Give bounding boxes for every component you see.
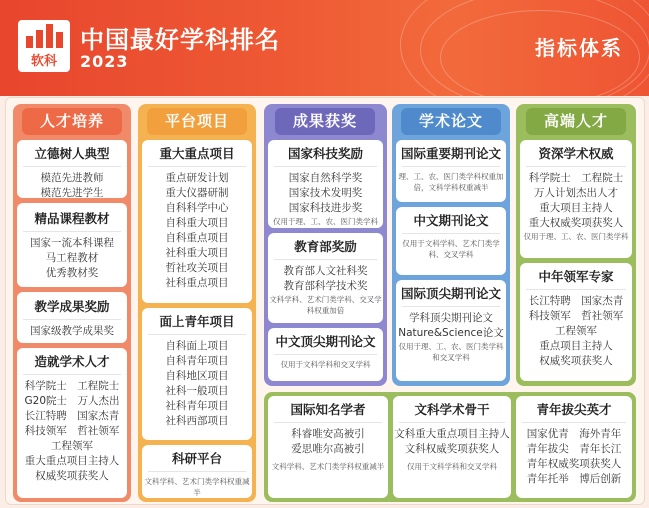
card-title: 国际知名学者 bbox=[290, 402, 366, 417]
page-year: 2023 bbox=[80, 52, 129, 71]
card-line: 青年托举 博后创新 bbox=[526, 473, 622, 485]
logo-bar-icon bbox=[26, 36, 33, 48]
divider bbox=[274, 259, 377, 260]
card-line: 文科权威奖项获奖人 bbox=[404, 443, 500, 455]
card-line: G20院士 万人杰出 bbox=[24, 395, 120, 407]
card-line: Nature&Science论文 bbox=[398, 327, 504, 339]
card-title: 教育部奖励 bbox=[294, 239, 357, 254]
card-line: 自科面上项目 bbox=[165, 340, 229, 352]
card-line: 社科青年项目 bbox=[165, 400, 229, 412]
card-research-platform bbox=[142, 445, 252, 498]
card-line: 重大权威奖项获奖人 bbox=[528, 217, 624, 229]
card-line: 模范先进教师 bbox=[40, 172, 104, 184]
card-title: 立德树人典型 bbox=[34, 146, 110, 161]
card-note: 文科学科、艺术门类学科权重减半 bbox=[144, 477, 250, 497]
divider bbox=[148, 471, 246, 472]
card-title: 文科学术骨干 bbox=[414, 402, 490, 417]
divider bbox=[23, 374, 121, 375]
card-intl-top-journal bbox=[396, 280, 506, 381]
card-line: 学科顶尖期刊论文 bbox=[409, 312, 493, 324]
card-note: 仅用于理、工、农、医门类学科 bbox=[273, 217, 378, 226]
card-line: 重点研发计划 bbox=[165, 172, 229, 184]
card-general-youth-projects bbox=[142, 308, 252, 440]
card-major-projects bbox=[142, 140, 252, 303]
card-line: 长江特聘 国家杰青 bbox=[528, 295, 624, 307]
card-line: 重点项目主持人 bbox=[539, 340, 613, 352]
card-line: 国家自然科学奖 bbox=[288, 172, 363, 184]
card-line: 国家优青 海外青年 bbox=[526, 428, 622, 440]
card-intl-scholars bbox=[268, 396, 388, 498]
divider bbox=[402, 233, 500, 234]
card-title: 资深学术权威 bbox=[538, 146, 614, 161]
tab-high-end-talent: 高端人才 bbox=[526, 108, 626, 135]
card-line: 工程领军 bbox=[555, 325, 597, 337]
card-line: 自科重点项目 bbox=[165, 232, 229, 244]
tab-achievements: 成果获奖 bbox=[275, 108, 375, 135]
card-line: 社科一般项目 bbox=[165, 385, 229, 397]
card-midcareer-experts bbox=[520, 263, 632, 381]
tab-papers: 学术论文 bbox=[401, 108, 501, 135]
card-line: 科学院士 工程院士 bbox=[24, 380, 120, 392]
divider bbox=[526, 289, 626, 290]
card-line: 社科西部项目 bbox=[165, 415, 229, 427]
card-title: 科研平台 bbox=[171, 451, 222, 466]
card-title: 国际顶尖期刊论文 bbox=[400, 286, 501, 301]
card-line: 国家技术发明奖 bbox=[288, 187, 363, 199]
card-title: 造就学术人才 bbox=[34, 354, 110, 369]
card-note: 仅用于文科学科、艺术门类学科、交叉学科 bbox=[402, 239, 500, 259]
card-line: 爱思唯尔高被引 bbox=[291, 443, 365, 455]
divider bbox=[402, 166, 500, 167]
card-title: 青年拔尖英才 bbox=[536, 402, 612, 417]
card-intl-key-journal bbox=[396, 140, 506, 202]
card-note: 仅用于理、工、农、医门类学科 bbox=[523, 232, 629, 241]
logo-bar-icon bbox=[46, 24, 53, 48]
card-teaching-awards bbox=[17, 292, 127, 343]
card-senior-authority bbox=[520, 140, 632, 258]
logo-text: 软科 bbox=[30, 54, 57, 69]
card-line: 科学院士 工程院士 bbox=[528, 172, 624, 184]
card-note: 文科学科、艺术门类学科权重减半 bbox=[271, 462, 385, 471]
card-note: 仅用于文科学科和交叉学科 bbox=[407, 462, 497, 471]
tab-platform-projects: 平台项目 bbox=[147, 108, 247, 135]
card-title: 重大重点项目 bbox=[159, 146, 235, 161]
card-humanities-backbone bbox=[393, 396, 511, 498]
card-title: 教学成果奖励 bbox=[34, 299, 110, 314]
divider bbox=[274, 354, 377, 355]
card-note: 仅用于理、工、农、医门类学科和交叉学科 bbox=[398, 342, 504, 362]
divider bbox=[23, 231, 121, 232]
page-header bbox=[0, 0, 649, 96]
divider bbox=[148, 334, 246, 335]
card-quality-courses bbox=[17, 203, 127, 287]
divider bbox=[148, 166, 246, 167]
divider bbox=[274, 166, 377, 167]
card-line: 模范先进学生 bbox=[40, 187, 104, 199]
card-line: 教育部科学技术奖 bbox=[283, 280, 368, 292]
card-young-talent bbox=[516, 396, 632, 498]
card-title: 面上青年项目 bbox=[159, 314, 235, 329]
card-line: 万人计划杰出人才 bbox=[534, 187, 618, 199]
card-line: 优秀教材奖 bbox=[45, 267, 99, 279]
card-line: 工程领军 bbox=[51, 440, 93, 452]
card-line: 哲社攻关项目 bbox=[165, 262, 229, 274]
card-line: 权威奖项获奖人 bbox=[35, 470, 109, 482]
card-line: 青年权威奖项获奖人 bbox=[526, 458, 622, 470]
card-title: 国际重要期刊论文 bbox=[400, 146, 501, 161]
card-line: 国家科技进步奖 bbox=[288, 202, 363, 214]
card-line: 国家一流本科课程 bbox=[30, 237, 114, 249]
divider bbox=[526, 166, 626, 167]
card-title: 中文顶尖期刊论文 bbox=[275, 334, 376, 349]
divider bbox=[399, 422, 505, 423]
card-line: 自科青年项目 bbox=[165, 355, 229, 367]
card-national-sci-tech-awards bbox=[268, 140, 383, 228]
card-line: 科技领军 哲社领军 bbox=[528, 310, 624, 322]
card-line: 重大项目主持人 bbox=[539, 202, 613, 214]
card-line: 自科科学中心 bbox=[165, 202, 229, 214]
card-title: 中文期刊论文 bbox=[413, 213, 489, 228]
card-line: 长江特聘 国家杰青 bbox=[24, 410, 120, 422]
card-line: 青年拔尖 青年长江 bbox=[526, 443, 622, 455]
card-line: 教育部人文社科奖 bbox=[283, 265, 368, 277]
card-line: 科技领军 哲社领军 bbox=[24, 425, 120, 437]
card-line: 文科重大重点项目主持人 bbox=[394, 428, 510, 440]
card-line: 社科重点项目 bbox=[165, 277, 229, 289]
card-moral-models bbox=[17, 140, 127, 198]
card-title: 国家科技奖励 bbox=[287, 146, 363, 161]
page-title: 中国最好学科排名 bbox=[80, 26, 280, 54]
card-note: 理、工、农、医门类学科权重加倍，文科学科权重减半 bbox=[398, 172, 504, 192]
tab-talent-training: 人才培养 bbox=[22, 108, 122, 135]
divider bbox=[274, 422, 382, 423]
logo-bar-icon bbox=[36, 30, 43, 48]
card-title: 精品课程教材 bbox=[34, 211, 110, 226]
card-line: 国家级教学成果奖 bbox=[30, 325, 114, 337]
card-note: 仅用于文科学科和交叉学科 bbox=[280, 360, 371, 369]
card-chinese-top-journal bbox=[268, 328, 383, 381]
divider bbox=[402, 306, 500, 307]
card-line: 权威奖项获奖人 bbox=[539, 355, 613, 367]
card-line: 自科重大项目 bbox=[165, 217, 229, 229]
card-moe-awards bbox=[268, 233, 383, 323]
card-line: 社科重大项目 bbox=[165, 247, 229, 259]
divider bbox=[522, 422, 626, 423]
section-tag: 指标体系 bbox=[535, 36, 623, 60]
card-line: 重大仪器研制 bbox=[165, 187, 229, 199]
divider bbox=[23, 319, 121, 320]
divider bbox=[23, 166, 121, 167]
card-note: 文科学科、艺术门类学科、交叉学科权重加倍 bbox=[269, 295, 382, 315]
shanghairanking-logo bbox=[18, 20, 70, 72]
logo-bar-icon bbox=[56, 32, 63, 48]
card-line: 马工程教材 bbox=[45, 252, 99, 264]
card-line: 自科地区项目 bbox=[165, 370, 229, 382]
card-chinese-journal bbox=[396, 207, 506, 275]
card-line: 重大重点项目主持人 bbox=[24, 455, 120, 467]
card-academic-talent bbox=[17, 348, 127, 498]
card-title: 中年领军专家 bbox=[538, 269, 614, 284]
card-line: 科睿唯安高被引 bbox=[291, 428, 365, 440]
